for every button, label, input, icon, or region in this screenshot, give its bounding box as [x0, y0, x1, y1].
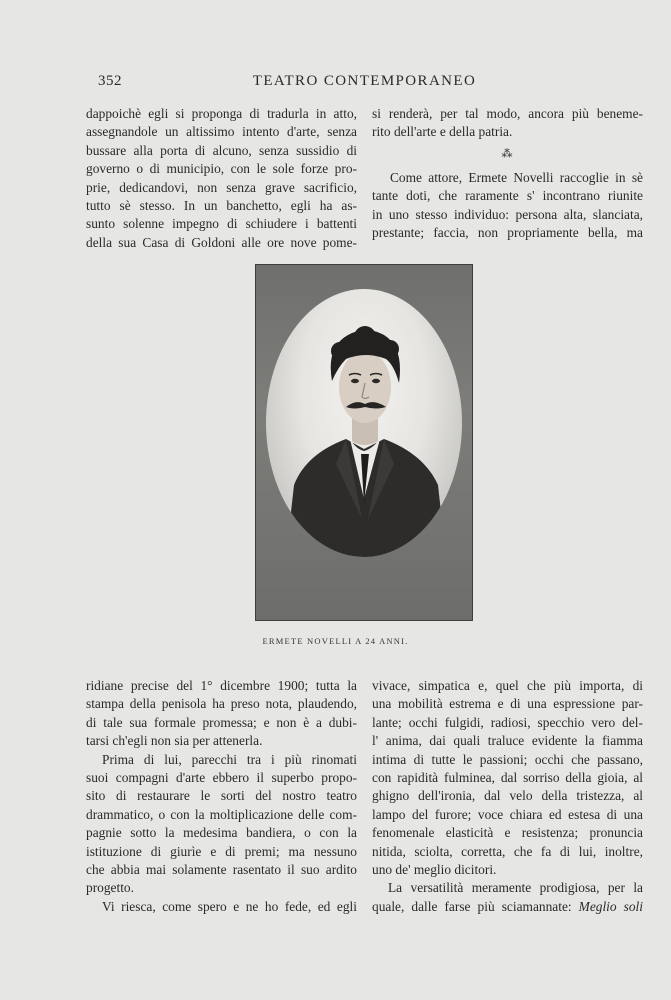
text-line: tante doti, che raramente s' incontrano riunite: [372, 188, 643, 204]
text-line: ghigno dell'ironia, dal velo della tristezza, al: [372, 788, 643, 804]
text-line: fenomenale elasticità e resistenza; pronuncia: [372, 825, 643, 841]
text-line: con rapidità fulminea, dal sorriso della gioia, al: [372, 770, 643, 786]
text-line: tutto sè stesso. In un banchetto, egli ha as-: [86, 198, 357, 214]
text-line: prestante; faccia, non propriamente bella, ma: [372, 225, 643, 241]
text-line: sunto solenne impegno di schiudere i battenti: [86, 216, 357, 232]
page-header: [86, 73, 643, 93]
portrait-oval: [266, 289, 462, 557]
text-line: Prima di lui, parecchi tra i più rinomati: [102, 751, 357, 767]
text-line: che abbia mai solamente rasentato il suo ardito: [86, 862, 357, 878]
text-line: lampo del furore; voce chiara ed estesa di una: [372, 806, 643, 822]
text-line: in uno stesso individuo: persona alta, slanciata,: [372, 206, 643, 222]
page-number: 352: [98, 73, 122, 89]
figure-caption: ERMETE NOVELLI A 24 ANNI.: [262, 636, 409, 646]
text-line: [372, 898, 643, 916]
text-line: lante; occhi fulgidi, radiosi, specchio vero del-: [372, 714, 643, 730]
running-title: TEATRO CONTEMPORANEO: [252, 73, 477, 89]
text-line: tarsi ch'egli non sia per attenerla.: [86, 733, 263, 749]
lower-left-column: [86, 677, 357, 916]
upper-left-column: [86, 105, 357, 252]
text-line: pagnie sotto la medesima bandiera, o con la: [86, 825, 357, 841]
text-line: ridiane precise del 1° dicembre 1900; tutta la: [86, 678, 357, 693]
text-line: rito dell'arte e della patria.: [372, 124, 513, 140]
portrait-photo: [255, 264, 473, 621]
text-line: intima di tutte le passioni; occhi che passano,: [372, 751, 643, 767]
text-line: Come attore, Ermete Novelli raccoglie in sè: [390, 169, 643, 185]
text-line: stampa della penisola ha preso nota, plaudendo,: [86, 696, 357, 712]
text-line: bussare alla porta di alcuno, senza sussidio di: [86, 142, 357, 158]
asterism-separator: ⁂: [501, 147, 514, 160]
text-line: progetto.: [86, 880, 134, 896]
text-line: una mobilità estrema e di una espressione par-: [372, 696, 643, 712]
text-line: di tale sua formale promessa; e non è a dubi-: [86, 714, 357, 730]
text-line: istituzione di giurìe e di premi; ma nessuno: [86, 843, 357, 859]
text-line: governo o di municipio, con le sole forze pro-: [86, 161, 357, 177]
text-line: drammatico, o con la moltiplicazione delle com-: [86, 806, 357, 822]
text-line: vivace, simpatica e, quel che più importa, di: [372, 678, 643, 693]
italic-title: Meglio soli: [578, 898, 644, 914]
text-line: Vi riesca, come spero e ne ho fede, ed egli: [102, 898, 357, 914]
text-line: sito di restaurare le sorti del nostro teatro: [86, 788, 357, 804]
text-run: quale, dalle farse più sciamannate:: [372, 898, 579, 914]
text-line: suoi compagni d'arte ebbero il superbo propo-: [86, 770, 357, 786]
text-line: dappoichè egli si proponga di tradurla in atto,: [86, 106, 357, 121]
text-line: La versatilità meramente prodigiosa, per la: [388, 880, 643, 896]
text-line: della sua Casa di Goldoni alle ore nove pome-: [86, 234, 357, 250]
text-line: l' anima, dai quali traluce evidente la fiamma: [372, 733, 643, 749]
text-line: assegnandole un altissimo intento d'arte, senza: [86, 124, 357, 140]
text-line: uno de' meglio dicitori.: [372, 862, 497, 878]
upper-right-column: [372, 105, 643, 242]
portrait-illustration: [266, 289, 462, 557]
text-line: si renderà, per tal modo, ancora più beneme-: [372, 106, 643, 121]
text-line: nitida, sciolta, corretta, che fa di lui, inoltre,: [372, 843, 643, 859]
lower-right-column: [372, 677, 643, 916]
text-line: prie, dedicandovi, non senza grave sacrificio,: [86, 179, 357, 195]
